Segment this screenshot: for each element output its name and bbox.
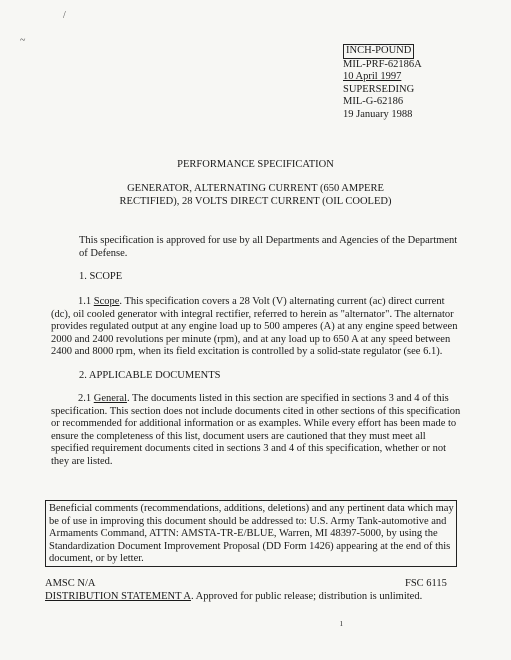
prev-doc-number: MIL-G-62186 <box>343 96 404 107</box>
prev-doc-date: 19 January 1988 <box>343 108 413 120</box>
title-line-1: GENERATOR, ALTERNATING CURRENT (650 AMPERE <box>127 183 384 194</box>
section-2-1-paragraph: 2.1 General. The documents listed in this section are specified in sections 3 and 4 of this specification. This section does not include documents cited in other sections of this specification or recommended for additional information or as examples. While every effort has been made to ensure the completeness of this list, document users are cautioned that they must meet all specified requirement documents cited in sections 3 and 4 of this specification, whether or not they are listed. <box>51 393 461 467</box>
distribution-statement: DISTRIBUTION STATEMENT A. Approved for public release; distribution is unlimited. <box>45 591 423 602</box>
section-1-1-paragraph: 1.1 Scope. This specification covers a 28 Volt (V) alternating current (ac) direct current (dc), oil cooled generator with integral rectifier, referred to herein as "alternator". The alternator provides regulated output at any engine load up to 500 amperes (A) at any engine speed between 2000 and 2400 revolutions per minute (rpm), and at any load up to 650 A at any speed between 2400 and 8000 rpm, when its field excitation is controlled by a solid-state regulator (see 6.1). <box>51 296 458 358</box>
section-1-heading: 1. SCOPE <box>79 271 123 282</box>
inch-pound-label: INCH-POUND <box>343 44 414 59</box>
document-header <box>343 44 422 121</box>
comments-box: Beneficial comments (recommendations, additions, deletions) and any pertinent data which may be of use in improving this document should be addressed to: U.S. Army Tank-automotive and Armaments Command, ATTN: AMSTA-TR-E/BLUE, Warren, MI 48397-5000, by using the Standardization Document Improvement Proposal (DD Form 1426) appearing at the end of this document, or by letter. <box>45 500 457 567</box>
scope-label: Scope <box>93 296 120 307</box>
superseding-label: SUPERSEDING <box>343 83 415 95</box>
doc-number: MIL-PRF-62186A <box>343 58 422 70</box>
amsc-label: AMSC N/A <box>45 578 96 589</box>
title-line-2: RECTIFIED), 28 VOLTS DIRECT CURRENT (OIL COOLED) <box>119 196 392 207</box>
spec-kind: PERFORMANCE SPECIFICATION <box>177 159 334 170</box>
scan-mark: / <box>63 10 66 21</box>
fsc-label: FSC 6115 <box>405 578 447 589</box>
scan-mark: ı <box>340 618 343 629</box>
doc-date: 10 April 1997 <box>343 71 402 82</box>
general-label: General <box>93 393 127 404</box>
approval-statement: This specification is approved for use by all Departments and Agencies of the Department of Defense. <box>79 235 458 259</box>
scan-mark: ~ <box>20 35 26 46</box>
section-2-heading: 2. APPLICABLE DOCUMENTS <box>79 370 221 381</box>
